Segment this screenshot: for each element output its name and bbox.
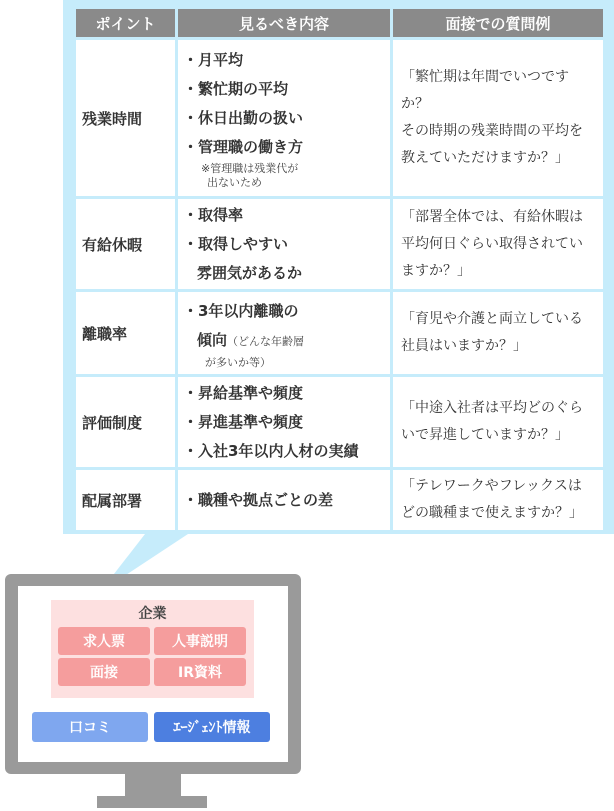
- question-line: 平均何日ぐらい取得されてい: [401, 235, 583, 252]
- table-row: [76, 470, 603, 530]
- table-row: [76, 377, 603, 467]
- row-point: 離職率: [76, 292, 175, 374]
- item: ・管理職の働き方: [183, 138, 304, 156]
- question-line: 「育児や介護と両立している: [401, 311, 583, 327]
- row-question: [393, 377, 603, 467]
- row-content: [178, 377, 390, 467]
- item: ・入社3年以内人材の実績: [183, 441, 359, 460]
- row-content: [178, 292, 390, 374]
- monitor-base: [97, 796, 207, 808]
- table-header-row: [76, 9, 603, 37]
- monitor-neck: [125, 774, 181, 796]
- question-line: 教えていただけますか？」: [401, 150, 569, 166]
- question-line: 「部署全体では、有給休暇は: [401, 208, 583, 225]
- question-line: か？: [401, 96, 429, 112]
- question-line: ますか？」: [401, 262, 471, 279]
- pill-ir-materials: IR資料: [154, 658, 246, 686]
- row-content: [178, 470, 390, 530]
- item: [183, 326, 389, 356]
- row-point: 有給休暇: [76, 199, 175, 289]
- row-content: [178, 199, 390, 289]
- question-line: 社員はいますか？」: [401, 338, 527, 354]
- item: ・職種や拠点ごとの差: [183, 490, 334, 509]
- row-question: [393, 199, 603, 289]
- item: ・3年以内離職の: [183, 301, 299, 320]
- table-row: [76, 40, 603, 196]
- question-line: どの職種まで使えますか？」: [401, 505, 583, 521]
- item: ・休日出勤の扱い: [183, 109, 304, 127]
- row-point: 配属部署: [76, 470, 175, 530]
- note: （どんな年齢層: [227, 334, 305, 348]
- note: 出ないため: [207, 176, 262, 189]
- points-table: [73, 6, 606, 533]
- question-line: いで昇進していますか？」: [401, 427, 569, 443]
- note: ※管理職は残業代が: [201, 162, 299, 175]
- row-question: [393, 40, 603, 196]
- question-line: 「繁忙期は年間でいつです: [401, 69, 569, 85]
- row-content: [178, 40, 390, 196]
- pill-hr-briefing: 人事説明: [154, 627, 246, 655]
- header-question: 面接での質問例: [393, 9, 603, 37]
- item: ・取得率: [183, 205, 244, 224]
- header-content: 見るべき内容: [178, 9, 390, 37]
- row-point: 残業時間: [76, 40, 175, 196]
- item: ・取得しやすい: [183, 234, 289, 253]
- pill-interview: 面接: [58, 658, 150, 686]
- kuchikomi-box: 口コミ: [32, 712, 148, 742]
- item: ・昇給基準や頻度: [183, 383, 304, 402]
- row-question: [393, 292, 603, 374]
- item: ・月平均: [183, 51, 244, 69]
- agent-info-box: ｴｰｼﾞｪﾝﾄ情報: [154, 712, 270, 742]
- item: ・繁忙期の平均: [183, 80, 289, 98]
- item: 雰囲気があるか: [197, 263, 303, 282]
- question-line: 「テレワークやフレックスは: [401, 478, 582, 494]
- table-row: [76, 199, 603, 289]
- question-line: 「中途入社者は平均どのぐら: [401, 400, 583, 416]
- row-question: [393, 470, 603, 530]
- row-point: 評価制度: [76, 377, 175, 467]
- item-text: 傾向: [197, 330, 228, 349]
- table-row: [76, 292, 603, 374]
- item: ・昇進基準や頻度: [183, 412, 304, 431]
- header-point: ポイント: [76, 9, 175, 37]
- pill-job-posting: 求人票: [58, 627, 150, 655]
- company-title: 企業: [138, 606, 167, 622]
- question-line: その時期の残業時間の平均を: [401, 123, 583, 139]
- note: が多いか等）: [205, 355, 271, 369]
